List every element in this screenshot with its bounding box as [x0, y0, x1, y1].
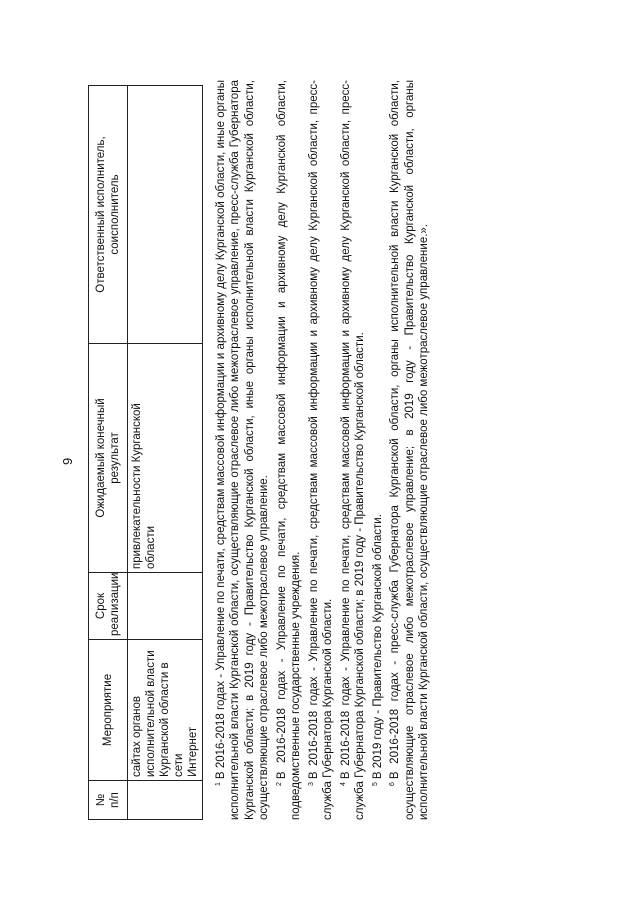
- plan-table: [88, 85, 203, 820]
- table-header-row: [89, 86, 128, 820]
- page-number: 9: [60, 457, 75, 465]
- footnote-mark: 4: [339, 782, 347, 786]
- cell-event: сайтах органов исполнительной власти Курганской области в сети Интернет: [128, 640, 203, 781]
- footnote-2: [273, 80, 304, 820]
- footnote-mark: 5: [371, 782, 379, 786]
- cell-term: [128, 573, 203, 640]
- header-event: Мероприятие: [89, 640, 128, 781]
- footnote-text: В 2016-2018 годах - Управление по печати, средствам массовой информации и архивному делу Курганской области, пресс-служба Губернатора Курганской области.: [307, 80, 335, 820]
- footnote-mark: 2: [275, 782, 283, 786]
- cell-result: привлекательности Курганской области: [128, 344, 203, 573]
- footnote-3: [305, 80, 336, 820]
- footnote-1: [212, 80, 272, 820]
- cell-executor: [128, 86, 203, 344]
- footnote-5: [369, 80, 385, 820]
- footnote-text: В 2016-2018 годах - Управление по печати, средствам массовой информации и архивному делу Курганской области, подведомственные государственные учреждения.: [275, 80, 303, 820]
- header-num: № п/п: [89, 781, 128, 820]
- cell-num: [128, 781, 203, 820]
- footnote-text: В 2016-2018 годах - Управление по печати, средствам массовой информации и архивному делу Курганской области, иные органы исполнительной власти Курганской области, осуществляющие отраслевое либо межотраслевое управление, пресс-служба Губернатора Курганской области; в 2019 году - Правительство Курганской области, иные органы исполнительной власти Курганской области, осуществляющие отраслевое либо межотраслевое управление.: [215, 80, 271, 820]
- footnote-text: В 2016-2018 годах - Управление по печати, средствам массовой информации и архивному делу Курганской области, пресс-служба Губернатора Курганской области; в 2019 году - Правительство Курганской области.: [339, 80, 367, 820]
- header-result: Ожидаемый конечный результат: [89, 344, 128, 573]
- footnote-4: [337, 80, 368, 820]
- header-executor: Ответственный исполнитель, соисполнитель: [89, 86, 128, 344]
- footnote-text: В 2016-2018 годах - пресс-служба Губернатора Курганской области, органы исполнительной власти Курганской области, осуществляющие отраслевое либо межотраслевое управление; в 2019 году - Правительство Курганской области, органы исполнительной власти Курганской области, осуществляющие отраслевое либо межотраслевое управление.».: [389, 80, 431, 820]
- footnote-mark: 6: [389, 782, 397, 786]
- header-term: Срок реализации: [89, 573, 128, 640]
- footnotes: [212, 80, 433, 820]
- footnote-6: [386, 80, 431, 820]
- footnote-mark: 1: [215, 782, 222, 786]
- footnote-mark: 3: [307, 782, 315, 786]
- table-row: [128, 86, 203, 820]
- footnote-text: В 2019 году - Правительство Курганской области.: [371, 514, 384, 780]
